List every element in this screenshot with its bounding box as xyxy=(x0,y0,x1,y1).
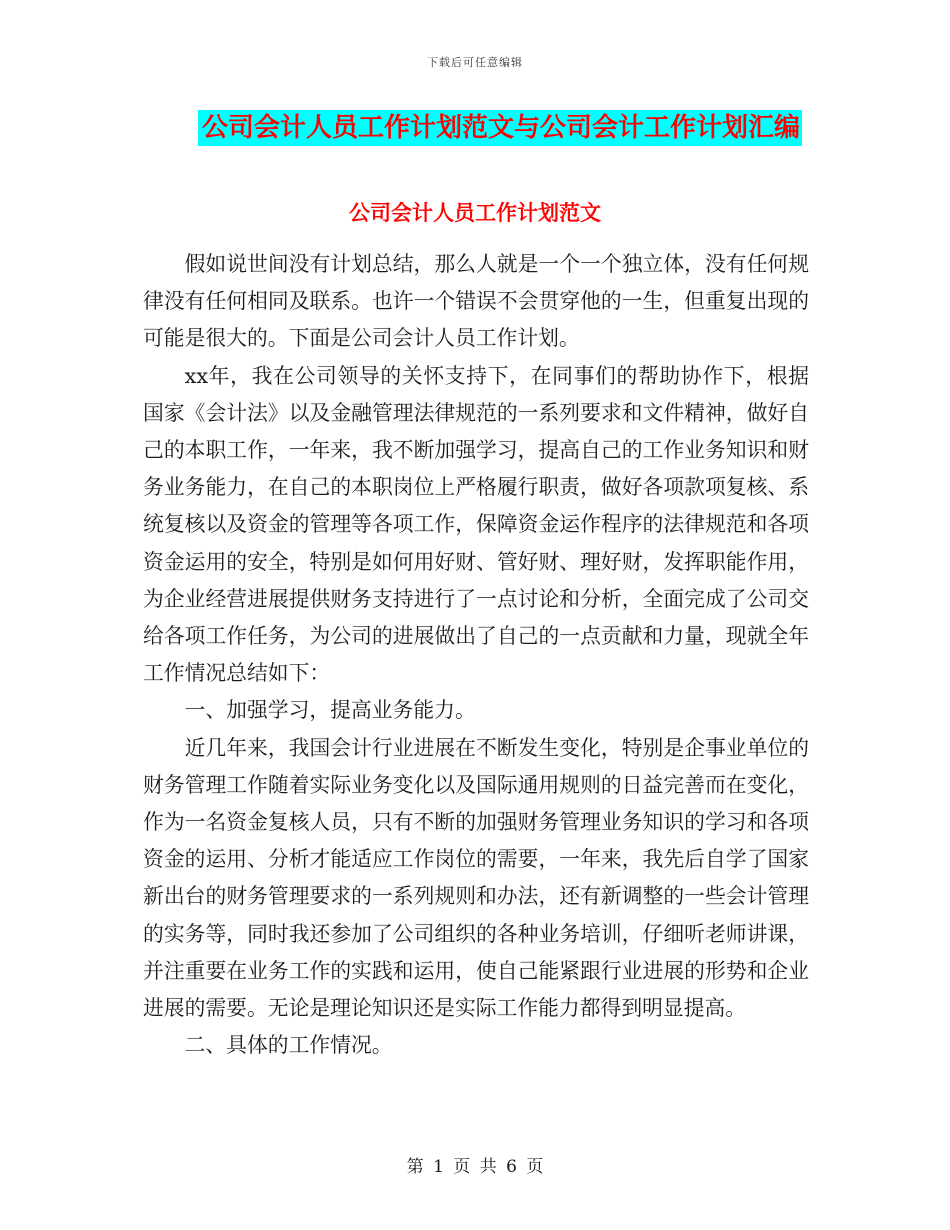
section-title: 公司会计人员工作计划范文 xyxy=(349,201,601,225)
page-header-note: 下载后可任意编辑 xyxy=(427,56,523,69)
heading-study: 一、加强学习，提高业务能力。 xyxy=(184,698,476,723)
document-main-title: 公司会计人员工作计划范文与公司会计工作计划汇编 xyxy=(198,110,802,146)
document-body xyxy=(143,246,809,1064)
main-title-container xyxy=(0,110,950,146)
paragraph-summary: xx年，我在公司领导的关怀支持下，在同事们的帮助协作下，根据国家《会计法》以及金融管理法律规范的一系列要求和文件精神，做好自己的本职工作，一年来，我不断加强学习，提高自己的工作业务知识和财务业务能力，在自己的本职岗位上严格履行职责，做好各项款项复核、系统复核以及资金的管理等各项工作，保障资金运作程序的法律规范和各项资金运用的安全，特别是如何用好财、管好财、理好财，发挥职能作用，为企业经营进展提供财务支持进行了一点讨论和分析，全面完成了公司交给各项工作任务，为公司的进展做出了自己的一点贡献和力量，现就全年工作情况总结如下： xyxy=(143,363,809,686)
page-footer: 第 1 页 共 6 页 xyxy=(406,1157,544,1177)
heading-work: 二、具体的工作情况。 xyxy=(184,1033,393,1058)
paragraph-intro: 假如说世间没有计划总结，那么人就是一个一个独立体，没有任何规律没有任何相同及联系。也许一个错误不会贯穿他的一生，但重复出现的可能是很大的。下面是公司会计人员工作计划。 xyxy=(143,252,809,351)
paragraph-study: 近几年来，我国会计行业进展在不断发生变化，特别是企事业单位的财务管理工作随着实际业务变化以及国际通用规则的日益完善而在变化，作为一名资金复核人员，只有不断的加强财务管理业务知识的学习和各项资金的运用、分析才能适应工作岗位的需要，一年来，我先后自学了国家新出台的财务管理要求的一系列规则和办法，还有新调整的一些会计管理的实务等，同时我还参加了公司组织的各种业务培训，仔细听老师讲课，并注重要在业务工作的实践和运用，使自己能紧跟行业进展的形势和企业进展的需要。无论是理论知识还是实际工作能力都得到明显提高。 xyxy=(143,735,809,1021)
